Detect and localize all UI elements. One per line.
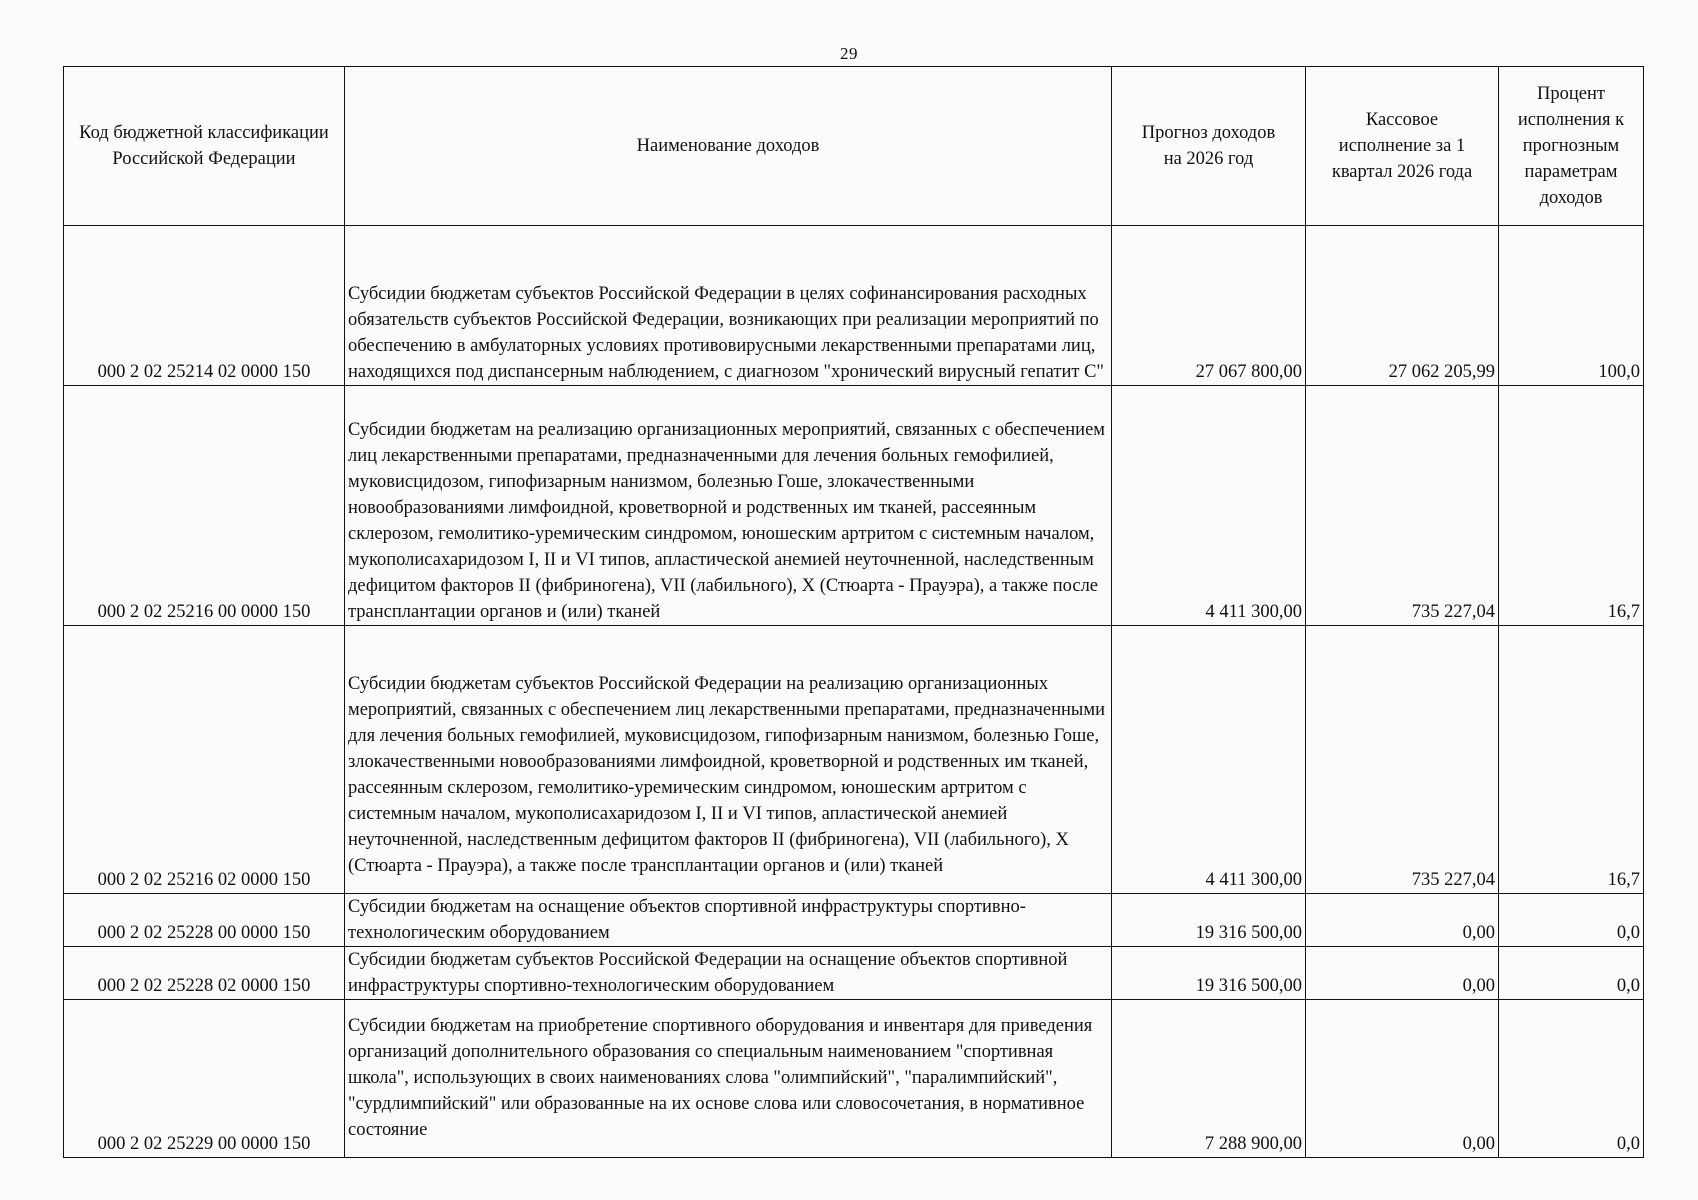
- table-row: [64, 894, 1644, 947]
- cell-code: 000 2 02 25229 00 0000 150: [64, 1000, 345, 1158]
- table-row: [64, 226, 1644, 386]
- table-body: [64, 226, 1644, 1158]
- cell-pct: 0,0: [1499, 894, 1644, 947]
- cell-code: 000 2 02 25214 02 0000 150: [64, 226, 345, 386]
- cell-code: 000 2 02 25216 02 0000 150: [64, 626, 345, 894]
- cell-exec: 27 062 205,99: [1306, 226, 1499, 386]
- cell-name: Субсидии бюджетам на приобретение спортивного оборудования и инвентаря для приведения организаций дополнительного образования со специальным наименованием "спортивная школа", использующих в своих наименованиях слова "олимпийский", "паралимпийский", "сурдлимпийский" или образованные на их основе слова или словосочетания, в нормативное состояние: [345, 1000, 1112, 1158]
- table-row: [64, 1000, 1644, 1158]
- header-exec: Кассовое исполнение за 1 квартал 2026 года: [1306, 67, 1499, 226]
- table-row: [64, 626, 1644, 894]
- cell-name: Субсидии бюджетам на оснащение объектов спортивной инфраструктуры спортивно-технологическим оборудованием: [345, 894, 1112, 947]
- cell-exec: 735 227,04: [1306, 626, 1499, 894]
- cell-pct: 16,7: [1499, 386, 1644, 626]
- cell-plan: 19 316 500,00: [1112, 947, 1306, 1000]
- header-name: Наименование доходов: [345, 67, 1112, 226]
- cell-name: Субсидии бюджетам субъектов Российской Федерации на реализацию организационных мероприятий, связанных с обеспечением лиц лекарственными препаратами, предназначенными для лечения больных гемофилией, муковисцидозом, гипофизарным нанизмом, болезнью Гоше, злокачественными новообразованиями лимфоидной, кроветворной и родственных им тканей, рассеянным склерозом, гемолитико-уремическим синдромом, юношеским артритом с системным началом, мукополисахаридозом I, II и VI типов, апластической анемией неуточненной, наследственным дефицитом факторов II (фибриногена), VII (лабильного), X (Стюарта - Прауэра), а также после трансплантации органов и (или) тканей: [345, 626, 1112, 894]
- cell-code: 000 2 02 25228 02 0000 150: [64, 947, 345, 1000]
- cell-plan: 7 288 900,00: [1112, 1000, 1306, 1158]
- header-plan: Прогноз доходов на 2026 год: [1112, 67, 1306, 226]
- cell-exec: 0,00: [1306, 947, 1499, 1000]
- cell-code: 000 2 02 25228 00 0000 150: [64, 894, 345, 947]
- header-code: Код бюджетной классификации Российской Федерации: [64, 67, 345, 226]
- page-number: 29: [840, 44, 858, 63]
- table-header: [64, 67, 1644, 226]
- table-row: [64, 947, 1644, 1000]
- cell-plan: 27 067 800,00: [1112, 226, 1306, 386]
- cell-name: Субсидии бюджетам субъектов Российской Федерации на оснащение объектов спортивной инфраструктуры спортивно-технологическим оборудованием: [345, 947, 1112, 1000]
- cell-exec: 0,00: [1306, 1000, 1499, 1158]
- table-row: [64, 386, 1644, 626]
- cell-plan: 19 316 500,00: [1112, 894, 1306, 947]
- header-row: [64, 67, 1644, 226]
- cell-pct: 100,0: [1499, 226, 1644, 386]
- cell-exec: 735 227,04: [1306, 386, 1499, 626]
- cell-pct: 0,0: [1499, 1000, 1644, 1158]
- cell-pct: 0,0: [1499, 947, 1644, 1000]
- cell-exec: 0,00: [1306, 894, 1499, 947]
- cell-pct: 16,7: [1499, 626, 1644, 894]
- income-table: [63, 66, 1644, 1158]
- cell-plan: 4 411 300,00: [1112, 626, 1306, 894]
- header-pct: Процент исполнения к прогнозным параметрам доходов: [1499, 67, 1644, 226]
- cell-code: 000 2 02 25216 00 0000 150: [64, 386, 345, 626]
- cell-plan: 4 411 300,00: [1112, 386, 1306, 626]
- cell-name: Субсидии бюджетам на реализацию организационных мероприятий, связанных с обеспечением лиц лекарственными препаратами, предназначенными для лечения больных гемофилией, муковисцидозом, гипофизарным нанизмом, болезнью Гоше, злокачественными новообразованиями лимфоидной, кроветворной и родственных им тканей, рассеянным склерозом, гемолитико-уремическим синдромом, юношеским артритом с системным началом, мукополисахаридозом I, II и VI типов, апластической анемией неуточненной, наследственным дефицитом факторов II (фибриногена), VII (лабильного), X (Стюарта - Прауэра), а также после трансплантации органов и (или) тканей: [345, 386, 1112, 626]
- cell-name: Субсидии бюджетам субъектов Российской Федерации в целях софинансирования расходных обязательств субъектов Российской Федерации, возникающих при реализации мероприятий по обеспечению в амбулаторных условиях противовирусными лекарственными препаратами лиц, находящихся под диспансерным наблюдением, с диагнозом "хронический вирусный гепатит С": [345, 226, 1112, 386]
